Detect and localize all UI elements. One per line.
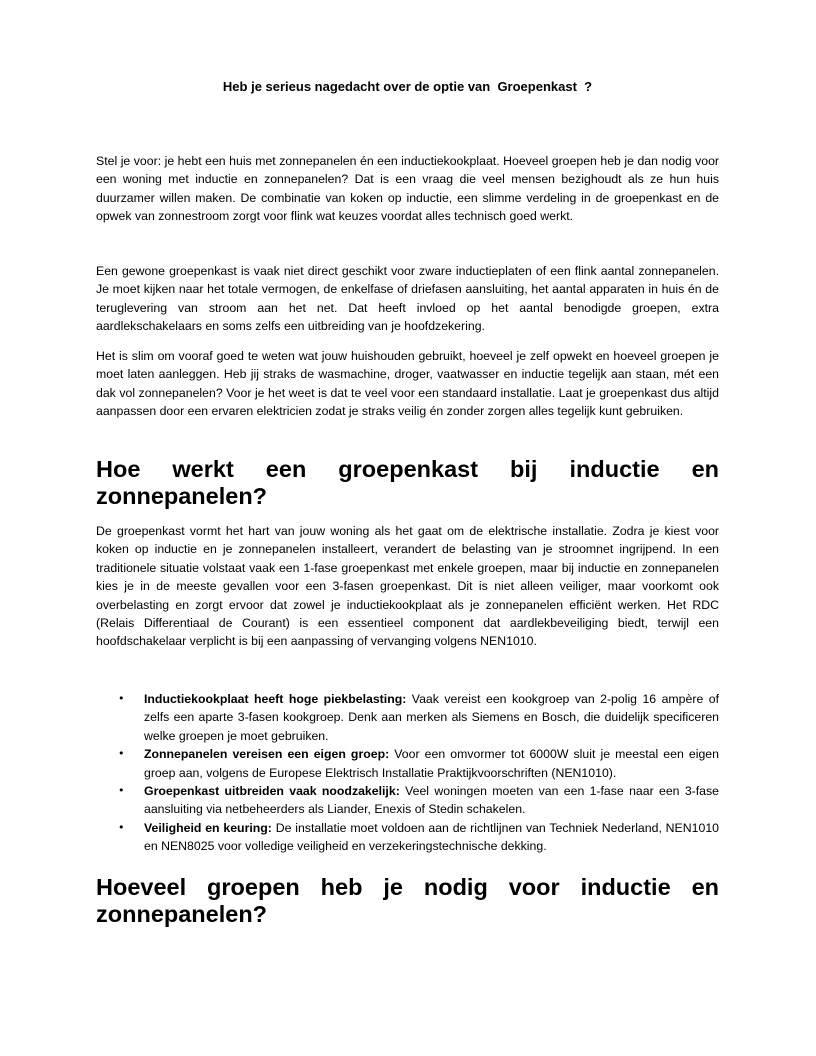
bullet-text: Voor een omvormer tot 6000W sluit je meestal een eigen groep aan, volgens de Europese Elektrisch Installatie Praktijkvoorschriften (NEN1010). — [144, 747, 719, 780]
bullet-list — [96, 690, 719, 856]
intro-paragraph-3: Het is slim om vooraf goed te weten wat jouw huishouden gebruikt, hoeveel je zelf opwekt en hoeveel groepen je moet laten aanleggen. Heb jij straks de wasmachine, droger, vaatwasser en inductie tegelijk aan staan, mét een dak vol zonnepanelen? Voor je het weet is dat te veel voor een standaard installatie. Laat je groepenkast dus altijd aanpassen door een ervaren elektricien zodat je straks veilig én zonder zorgen alles tegelijk kunt gebruiken. — [96, 349, 719, 419]
bullet-icon: • — [118, 692, 125, 705]
intro-paragraph-2: Een gewone groepenkast is vaak niet direct geschikt voor zware inductieplaten of een flink aantal zonnepanelen. Je moet kijken naar het totale vermogen, de enkelfase of driefasen aansluiting, het aantal apparaten in huis én de teruglevering van stroom aan het net. Dat heeft invloed op het aantal benodigde groepen, extra aardlekschakelaars en soms zelfs een uitbreiding van je hoofdzekering. — [96, 264, 719, 334]
bullet-icon: • — [118, 820, 125, 834]
bullet-term: Groepenkast uitbreiden vaak noodzakelijk: — [144, 784, 400, 799]
section-1-paragraph: De groepenkast vormt het hart van jouw woning als het gaat om de elektrische installatie. Zodra je kiest voor koken op inductie en je zonnepanelen installeert, verandert de belasting van je stroomnet ingrijpend. In een traditionele situatie volstaat vaak een 1-fase groepenkast met enkele groepen, maar bij inductie en zonnepanelen kies je in de meeste gevallen voor een 3-fasen groepenkast. Dit is niet alleen veiliger, maar voorkomt ook overbelasting en zorgt ervoor dat zowel je inductiekookplaat als je zonnepanelen efficiënt werken. Het RDC (Relais Differentiaal de Courant) is een essentieel component dat aardlekbeveiliging biedt, terwijl een hoofdschakelaar verplicht is bij een aanpassing of vervanging volgens NEN1010. — [96, 524, 719, 649]
section-heading-aantal-groepen: Hoeveel groepen heb je nodig voor inductie en zonnepanelen? — [96, 874, 719, 927]
section-heading-groepenkast-werking: Hoe werkt een groepenkast bij inductie en zonnepanelen? — [96, 456, 719, 509]
list-item — [96, 745, 719, 782]
bullet-text: Vaak vereist een kookgroep van 2-polig 16 ampère of zelfs een aparte 3-fasen kookgroep. Denk aan merken als Siemens en Bosch, die duidelijk specificeren welke groepen je moet gebruiken. — [144, 692, 719, 743]
document-title: Heb je serieus nagedacht over de optie van Groepenkast ? — [222, 79, 593, 94]
bullet-icon: • — [118, 747, 125, 761]
bullet-icon: • — [118, 784, 125, 798]
bullet-text: Veel woningen moeten van een 1-fase naar een 3-fase aansluiting via netbeheerders als Liander, Enexis of Stedin schakelen. — [144, 784, 719, 817]
list-item — [96, 782, 719, 819]
intro-paragraph-1: Stel je voor: je hebt een huis met zonnepanelen én een inductiekookplaat. Hoeveel groepen heb je dan nodig voor een woning met inductie en zonnepanelen? Dat is een vraag die veel mensen bezighoudt als ze hun huis duurzamer willen maken. De combinatie van koken op inductie, een slimme verdeling in de groepenkast en de opwek van zonnestroom zorgt voor flink wat keuzes voordat alles technisch goed werkt. — [96, 154, 719, 224]
list-item — [96, 690, 719, 745]
bullet-text: De installatie moet voldoen aan de richtlijnen van Techniek Nederland, NEN1010 en NEN8025 voor volledige veiligheid en verzekeringstechnische dekking. — [144, 820, 719, 854]
bullet-term: Inductiekookplaat heeft hoge piekbelasting: — [144, 692, 407, 706]
bullet-term: Veiligheid en keuring: — [144, 820, 272, 835]
bullet-term: Zonnepanelen vereisen een eigen groep: — [144, 747, 390, 762]
list-item — [96, 819, 719, 856]
